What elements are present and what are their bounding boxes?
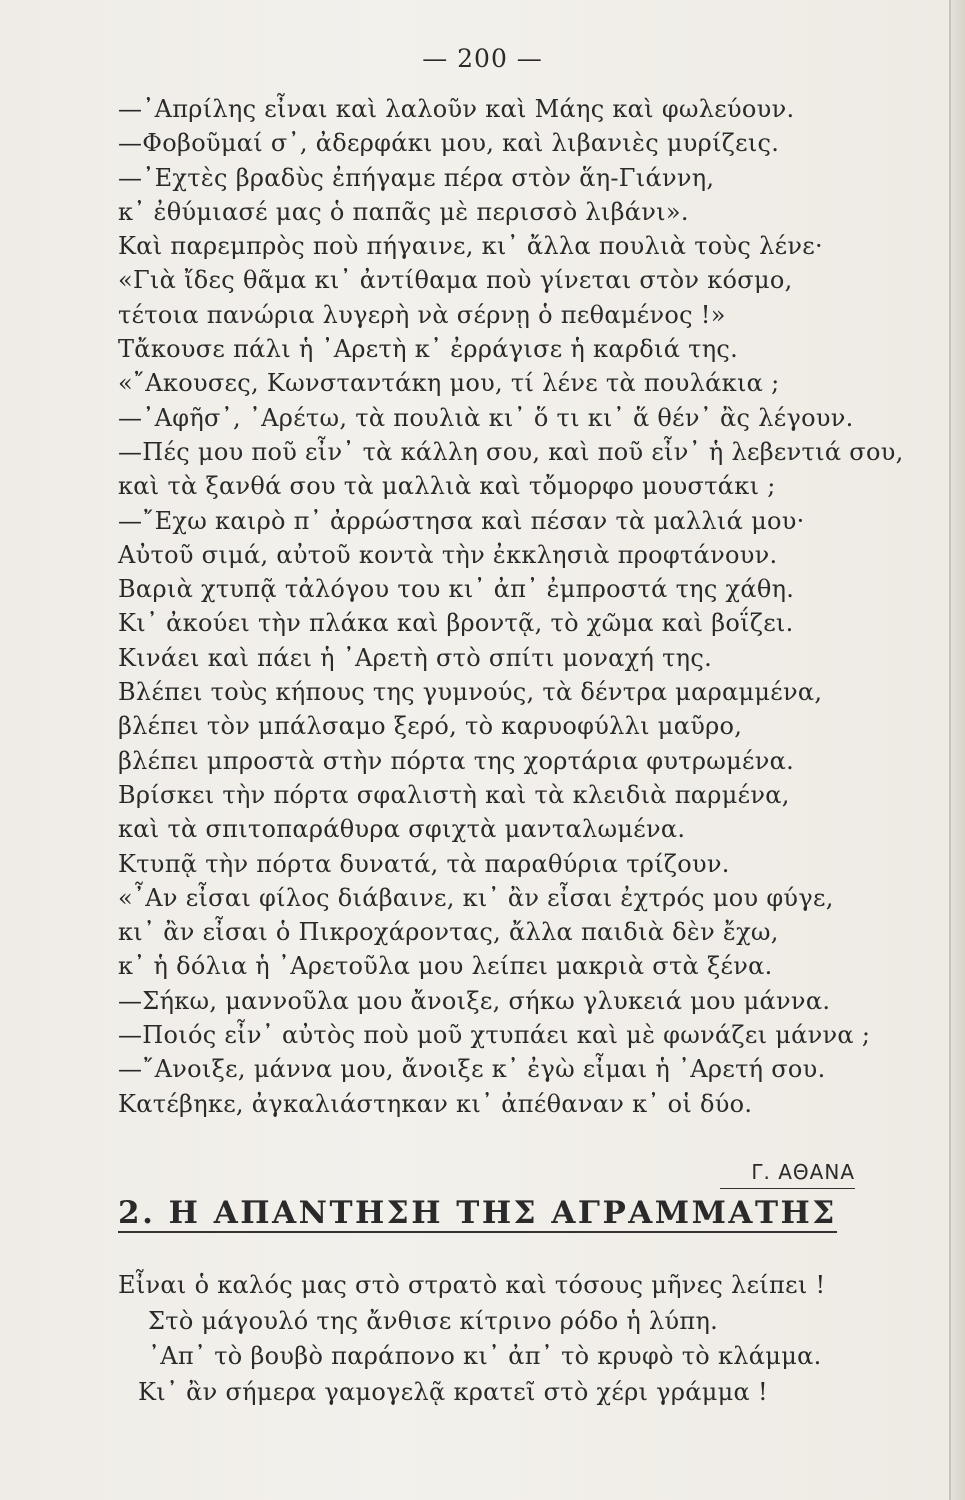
poem-line: —῎Ανοιξε, μάννα μου, ἄνοιξε κ᾿ ἐγὼ εἶμαι ἡ ᾿Αρετή σου.: [118, 1055, 826, 1084]
poem-line: «῏Αν εἶσαι φίλος διάβαινε, κι᾿ ἂν εἶσαι ἐχτρός μου φύγε,: [118, 883, 834, 912]
page-edge: [949, 0, 965, 1500]
poem-body: [118, 92, 904, 1121]
poem-line: Βλέπει τοὺς κήπους της γυμνούς, τὰ δέντρα μαραμμένα,: [118, 678, 823, 707]
poem-line: βλέπει μπροστὰ στὴν πόρτα της χορτάρια φυτρωμένα.: [118, 746, 795, 775]
poem2-line: Κι᾿ ἂν σήμερα γαμογελᾷ κρατεῖ στὸ χέρι γράμμα !: [138, 1377, 768, 1406]
poem-line: καὶ τὰ ξανθά σου τὰ μαλλιὰ καὶ τὄμορφο μουστάκι ;: [118, 472, 776, 501]
poem2-line: ᾿Απ᾿ τὸ βουβὸ παράπονο κι᾿ ἀπ᾿ τὸ κρυφὸ τὸ κλάμμα.: [148, 1342, 822, 1370]
poem2-line: Στὸ μάγουλό της ἄνθισε κίτρινο ρόδο ἡ λύπη.: [148, 1306, 719, 1335]
poem-line: Βρίσκει τὴν πόρτα σφαλιστὴ καὶ τὰ κλειδιὰ παρμένα,: [118, 780, 790, 809]
poem-line: —᾿Αφῆσ᾿, ᾿Αρέτω, τὰ πουλιὰ κι᾿ ὅ τι κι᾿ ἅ θέν᾿ ἂς λέγουν.: [118, 403, 854, 432]
page-number: — 200 —: [422, 44, 543, 73]
poem-line: —Ποιός εἶν᾿ αὐτὸς ποὺ μοῦ χτυπάει καὶ μὲ φωνάζει μάννα ;: [118, 1021, 871, 1050]
poem-line: «Γιὰ ἴδες θᾶμα κι᾿ ἀντίθαμα ποὺ γίνεται στὸν κόσμο,: [118, 266, 793, 295]
poem-line: —᾿Εχτὲς βραδὺς ἐπήγαμε πέρα στὸν ἅη-Γιάννη,: [118, 163, 715, 192]
poem-line: κ᾿ ἡ δόλια ἡ ᾿Αρετοῦλα μου λείπει μακριὰ στὰ ξένα.: [118, 952, 773, 981]
poem-line: Κι᾿ ἀκούει τὴν πλάκα καὶ βροντᾷ, τὸ χῶμα καὶ βοΐζει.: [118, 609, 794, 638]
poem-line: —῎Εχω καιρὸ π᾿ ἀρρώστησα καὶ πέσαν τὰ μαλλιά μου·: [118, 506, 805, 535]
section-title: [118, 1195, 858, 1231]
poem-line: τέτοια πανώρια λυγερὴ νὰ σέρνῃ ὁ πεθαμένος !»: [118, 300, 726, 329]
poem-line: «῎Ακουσες, Κωνσταντάκη μου, τί λένε τὰ πουλάκια ;: [118, 369, 780, 398]
poem-line: —Σήκω, μαννοῦλα μου ἄνοιξε, σήκω γλυκειά μου μάννα.: [118, 986, 831, 1015]
poem-line: Κτυπᾷ τὴν πόρτα δυνατά, τὰ παραθύρια τρίζουν.: [118, 849, 730, 878]
poem-line: Κινάει καὶ πάει ἡ ᾿Αρετὴ στὸ σπίτι μοναχή της.: [118, 643, 713, 672]
poem-line: Αὐτοῦ σιμά, αὐτοῦ κοντὰ τὴν ἐκκλησιὰ προφτάνουν.: [118, 540, 778, 569]
poem-line: Τἄκουσε πάλι ἡ ᾿Αρετὴ κ᾿ ἐρράγισε ἡ καρδιά της.: [118, 335, 739, 364]
author-signature: Γ. ΑΘΑΝΑ: [720, 1160, 855, 1189]
poem-line: Καὶ παρεμπρὸς ποὺ πήγαινε, κι᾿ ἄλλα πουλιὰ τοὺς λένε·: [118, 232, 823, 261]
poem-line: Κατέβηκε, ἀγκαλιάστηκαν κι᾿ ἀπέθαναν κ᾿ οἱ δύο.: [118, 1089, 753, 1118]
poem-line: κι᾿ ἂν εἶσαι ὁ Πικροχάροντας, ἄλλα παιδιὰ δὲν ἔχω,: [118, 918, 779, 947]
poem-line: —Φοβοῦμαί σ᾿, ἀδερφάκι μου, καὶ λιβανιὲς μυρίζεις.: [118, 129, 780, 158]
section-title-text: 2. Η ΑΠΑΝΤΗΣΗ ΤΗΣ ΑΓΡΑΜΜΑΤΗΣ: [118, 1195, 837, 1231]
poem-line: —᾿Απρίλης εἶναι καὶ λαλοῦν καὶ Μάης καὶ φωλεύουν.: [118, 95, 795, 123]
poem-line: κ᾿ ἐθύμιασέ μας ὁ παπᾶς μὲ περισσὸ λιβάνι».: [118, 197, 689, 226]
poem-line: —Πές μου ποῦ εἶν᾿ τὰ κάλλη σου, καὶ ποῦ εἶν᾿ ἡ λεβεντιά σου,: [118, 437, 904, 466]
poem-line: καὶ τὰ σπιτοπαράθυρα σφιχτὰ μανταλωμένα.: [118, 815, 686, 844]
poem2-body: [118, 1268, 838, 1410]
poem-line: βλέπει τὸν μπάλσαμο ξερό, τὸ καρυοφύλλι μαῦρο,: [118, 712, 743, 741]
poem2-line: Εἶναι ὁ καλός μας στὸ στρατὸ καὶ τόσους μῆνες λείπει !: [118, 1271, 826, 1299]
poem-line: Βαριὰ χτυπᾷ τἀλόγου του κι᾿ ἀπ᾿ ἐμπροστά της χάθη.: [118, 575, 795, 604]
